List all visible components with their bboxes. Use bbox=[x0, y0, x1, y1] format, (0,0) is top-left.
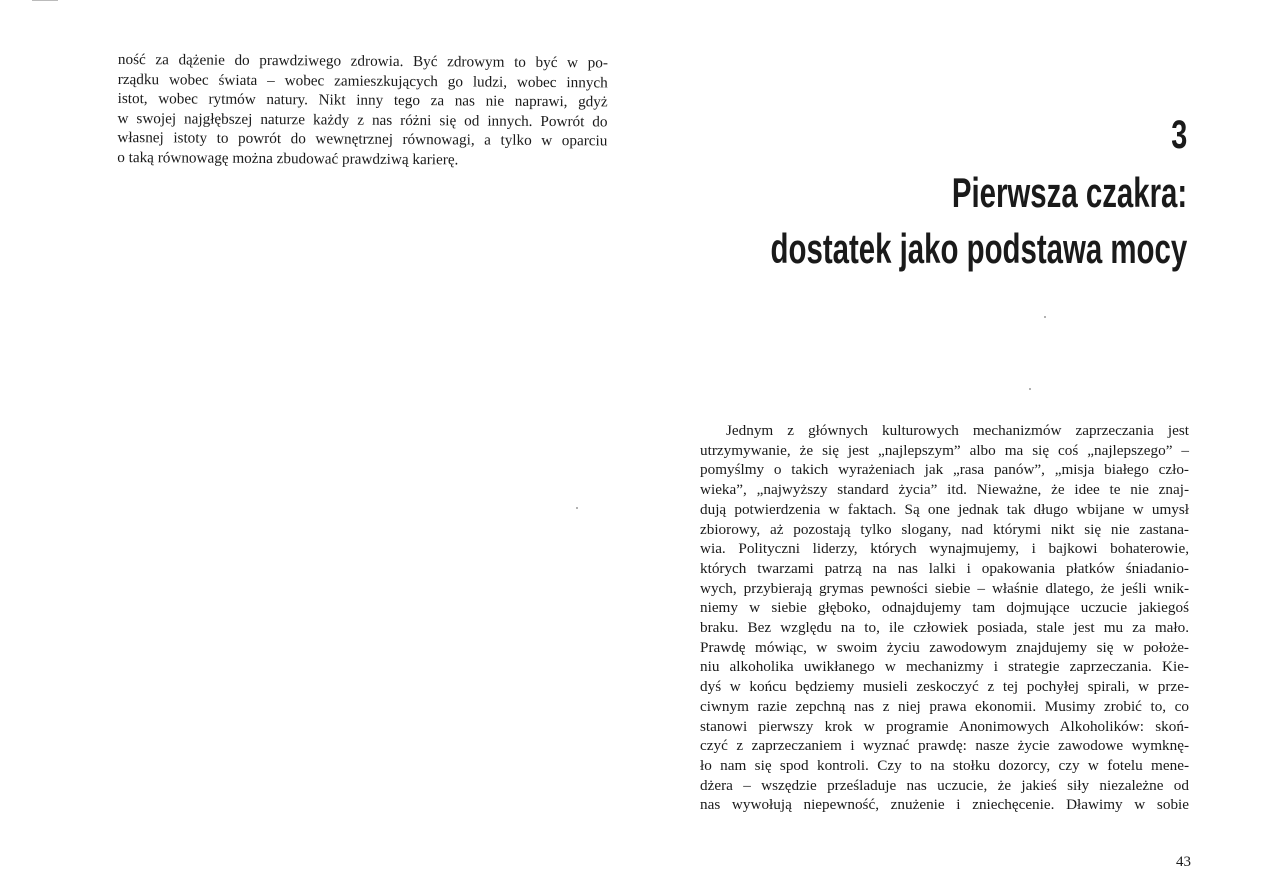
text-line: dują potwierdzenia w faktach. Są one jednak tak długo wbijane w umysł bbox=[700, 500, 1189, 518]
dust-speck bbox=[1044, 316, 1046, 318]
text-line: ność za dążenie do prawdziwego zdrowia. Być zdrowym to być w po- bbox=[117, 50, 608, 72]
text-line: rządku wobec świata – wobec zamieszkujących go ludzi, wobec innych bbox=[117, 70, 608, 91]
text-line: własnej istoty to powrót do wewnętrznej równowagi, a tylko w oparciu bbox=[117, 128, 608, 150]
text-line: dżera – wszędzie prześladuje nas uczucie, że jakieś siły niezależne od bbox=[700, 776, 1189, 794]
text-line: niu alkoholika uwikłanego w mechanizmy i strategie zaprzeczania. Kie- bbox=[700, 658, 1189, 676]
text-line: utrzymywanie, że się jest „najlepszym” albo ma się coś „najlepszego” – bbox=[700, 441, 1189, 459]
text-line: stanowi pierwszy krok w programie Anonimowych Alkoholików: skoń- bbox=[700, 717, 1189, 735]
text-line: ciwnym razie zepchną nas z niej prawa ekonomii. Musimy zrobić to, co bbox=[700, 697, 1189, 715]
text-line: których twarzami patrzą na nas lalki i opakowania płatków śniadanio- bbox=[700, 559, 1189, 577]
dust-speck bbox=[576, 507, 578, 509]
text-line: istot, wobec rytmów natury. Nikt inny tego za nas nie naprawi, gdyż bbox=[117, 89, 608, 111]
text-line: wia. Polityczni liderzy, których wynajmujemy, i bajkowi bohaterowie, bbox=[700, 540, 1189, 558]
page-number: 43 bbox=[1176, 854, 1191, 870]
chapter-title-line: dostatek jako podstawa mocy bbox=[770, 225, 1187, 272]
text-line: niemy w siebie głęboko, odnajdujemy tam dojmujące uczucie jakiegoś bbox=[700, 599, 1189, 617]
dust-speck bbox=[1029, 388, 1031, 390]
text-line: dyś w końcu będziemy musieli zeskoczyć z tej pochyłej spirali, w prze- bbox=[700, 678, 1189, 696]
chapter-number: 3 bbox=[1170, 113, 1187, 157]
text-line: nas wywołują niepewność, znużenie i zniechęcenie. Dławimy w sobie bbox=[700, 796, 1189, 814]
text-line: o taką równowagę można zbudować prawdziwą karierę. bbox=[117, 148, 459, 168]
text-line: w swojej najgłębszej naturze każdy z nas różni się od innych. Powrót do bbox=[117, 109, 608, 130]
text-line: pomyślmy o takich wyrażeniach jak „rasa panów”, „misja białego czło- bbox=[700, 461, 1189, 479]
text-line: ło nam się spod kontroli. Czy to na stołku dozorcy, czy w fotelu mene- bbox=[700, 756, 1189, 774]
text-line: braku. Bez względu na to, ile człowiek posiada, stale jest mu za mało. bbox=[700, 619, 1189, 637]
text-line: wych, przybierają grymas pewności siebie – właśnie dlatego, że jeśli wnik- bbox=[700, 579, 1189, 597]
chapter-title bbox=[770, 165, 1187, 277]
chapter-title-line: Pierwsza czakra: bbox=[951, 169, 1187, 216]
text-line: czyć z zaprzeczaniem i wyznać prawdę: nasze życie zawodowe wymknę- bbox=[700, 737, 1189, 755]
chapter-body-paragraph bbox=[700, 421, 1189, 815]
scan-artifact bbox=[32, 0, 58, 1]
left-page-paragraph bbox=[117, 50, 608, 170]
text-line: Jednym z głównych kulturowych mechanizmów zaprzeczania jest bbox=[726, 422, 1189, 439]
left-page bbox=[0, 0, 631, 893]
text-line: Prawdę mówiąc, w swoim życiu zawodowym znajdujemy się w położe- bbox=[700, 638, 1189, 656]
text-line: wieka”, „najwyższy standard życia” itd. Nieważne, że idee te nie znaj- bbox=[700, 481, 1189, 499]
text-line: zbiorowy, aż pozostają tylko slogany, nad którymi nikt się nie zastana- bbox=[700, 520, 1189, 538]
